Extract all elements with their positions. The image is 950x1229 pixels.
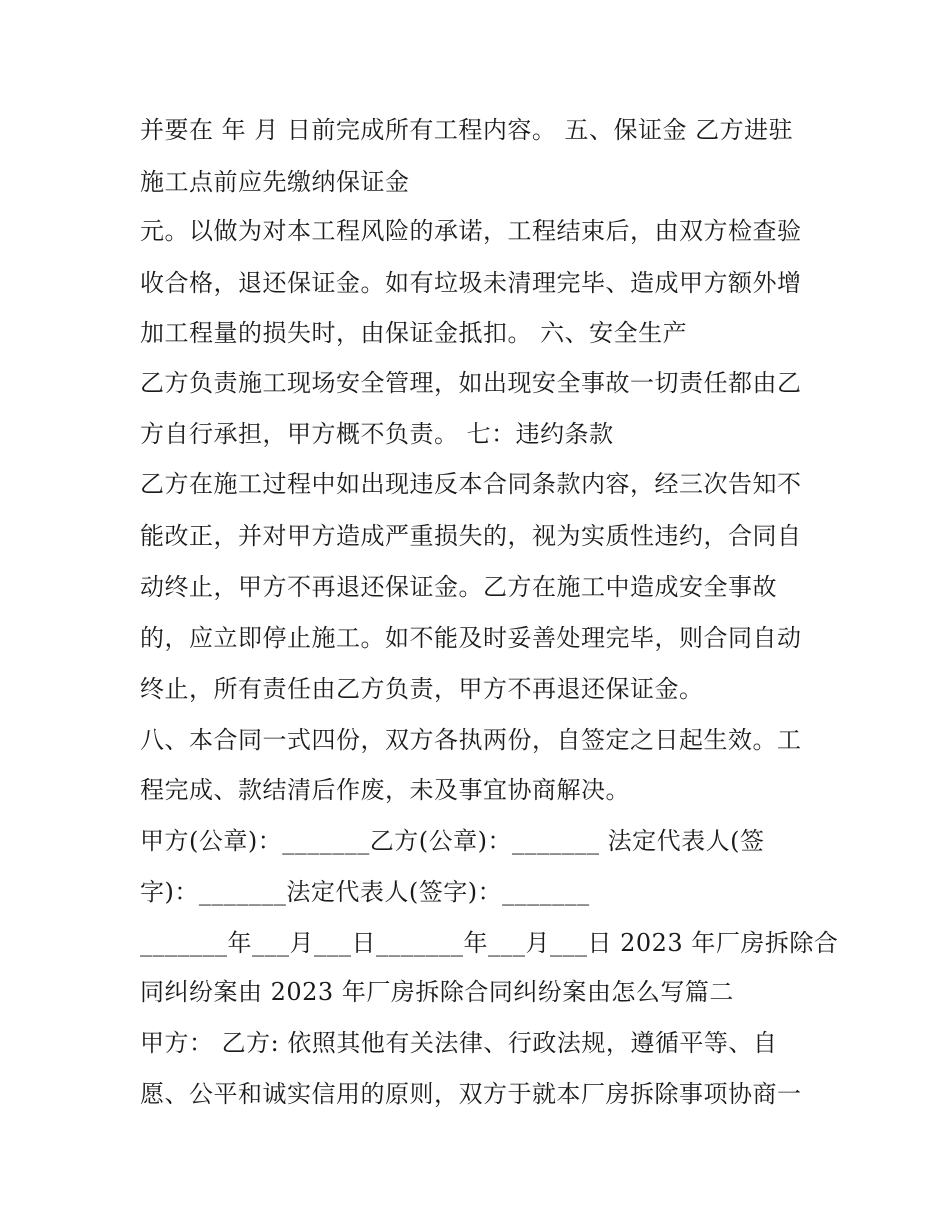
text-line: 程完成、款结清后作废，未及事宜协商解决。 [140,776,630,804]
text-line: _______年___月___日_______年___月___日 2023 年厂房拆除合 [140,929,839,957]
text-line: 终止，所有责任由乙方负责，甲方不再退还保证金。 [140,675,704,703]
text-line: 施工点前应先缴纳保证金 [140,168,410,196]
text-line: 并要在 年 月 日前完成所有工程内容。 五、保证金 乙方进驻 [140,116,794,144]
text-line: 能改正，并对甲方造成严重损失的，视为实质性违约，合同自 [140,522,802,550]
text-line: 八、本合同一式四份，双方各执两份，自签定之日起生效。工 [140,726,802,754]
text-line: 乙方在施工过程中如出现违反本合同条款内容，经三次告知不 [140,470,802,498]
text-line: 加工程量的损失时，由保证金抵扣。 六、安全生产 [140,319,688,347]
text-line: 同纠纷案由 2023 年厂房拆除合同纠纷案由怎么写篇二 [140,978,734,1006]
text-line: 收合格，退还保证金。如有垃圾未清理完毕、造成甲方额外增 [140,269,802,297]
text-line: 元。以做为对本工程风险的承诺，工程结束后，由双方检查验 [140,217,802,245]
text-line: 乙方负责施工现场安全管理，如出现安全事故一切责任都由乙 [140,369,802,397]
text-line: 的，应立即停止施工。如不能及时妥善处理完毕，则合同自动 [140,624,802,652]
text-line: 动终止，甲方不再退还保证金。乙方在施工中造成安全事故 [140,573,777,601]
text-line: 方自行承担，甲方概不负责。 七：违约条款 [140,420,614,448]
text-line: 愿、公平和诚实信用的原则，双方于就本厂房拆除事项协商一 [140,1080,802,1108]
text-line: 字)：_______法定代表人(签字)：_______ [140,878,590,906]
text-line: 甲方： 乙方: 依照其他有关法律、行政法规，遵循平等、自 [140,1029,778,1057]
text-line: 甲方(公章)：_______乙方(公章)：_______ 法定代表人(签 [140,827,765,855]
